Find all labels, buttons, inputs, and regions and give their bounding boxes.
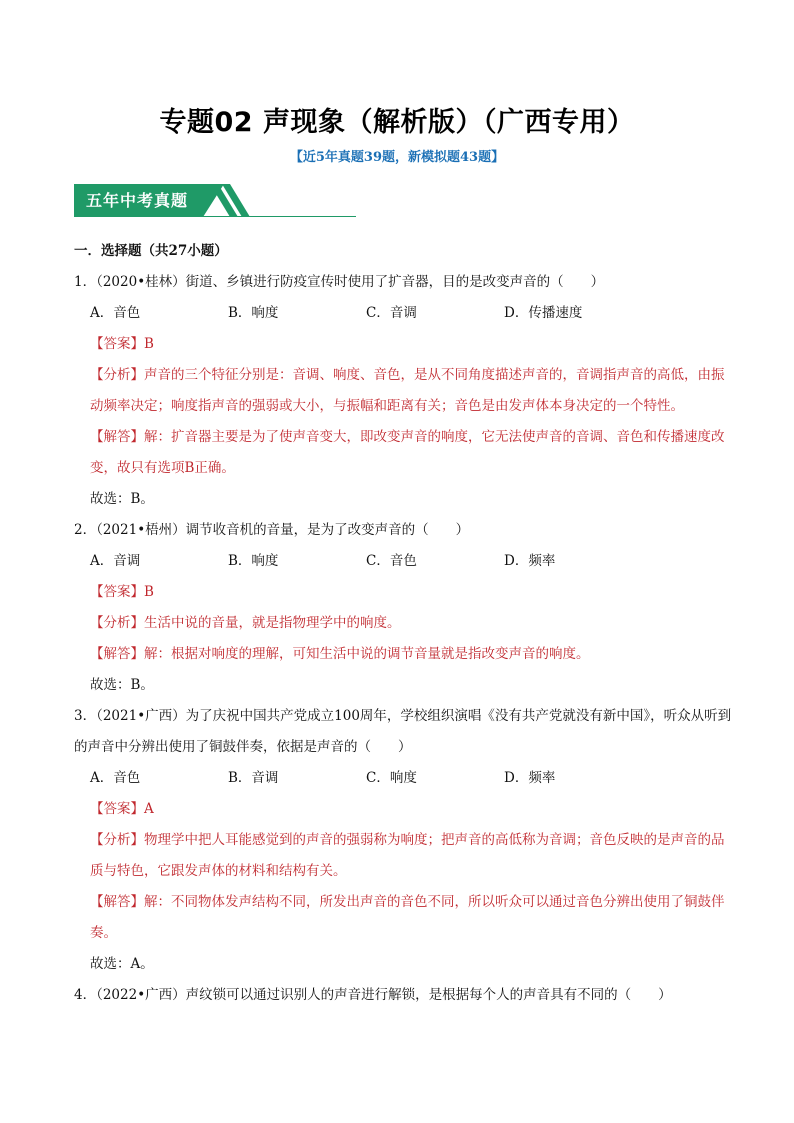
question-stem: 3．（2021•广西）为了庆祝中国共产党成立100周年，学校组织演唱《没有共产党就没有新中国》，听众从听到的声音中分辨出使用了铜鼓伴奏，依据是声音的（ ） <box>74 708 732 755</box>
option-c: C．音调 <box>366 305 417 321</box>
option-c: C．音色 <box>366 553 417 569</box>
banner-stripes-icon <box>208 184 258 217</box>
solution-text: 【解答】解：不同物体发声结构不同，所发出声音的音色不同，所以听众可以通过音色分辨出使用了铜鼓伴奏。 <box>90 894 725 941</box>
option-d: D．频率 <box>504 553 556 569</box>
option-d: D．传播速度 <box>504 305 583 321</box>
conclusion-text: 故选：B。 <box>90 677 154 693</box>
banner-underline <box>74 216 356 217</box>
conclusion-text: 故选：B。 <box>90 491 154 507</box>
option-b: B．响度 <box>228 553 279 569</box>
document-title: 专题02 声现象（解析版）（广西专用） <box>159 107 635 138</box>
conclusion-text: 故选：A。 <box>90 956 154 972</box>
solution-text: 【解答】解：根据对响度的理解，可知生活中说的调节音量就是指改变声音的响度。 <box>90 646 590 662</box>
question-stem: 4．（2022•广西）声纹锁可以通过识别人的声音进行解锁，是根据每个人的声音具有不同的（ ） <box>74 987 672 1003</box>
option-a: A．音调 <box>90 553 141 569</box>
analysis-text: 【分析】声音的三个特征分别是：音调、响度、音色，是从不同角度描述声音的，音调指声音的高低，由振动频率决定；响度指声音的强弱或大小，与振幅和距离有关；音色是由发声体本身决定的一个特性。 <box>90 367 725 414</box>
document-subtitle: 【近5年真题39题，新模拟题43题】 <box>289 150 505 165</box>
answer-line: 【答案】A <box>90 801 154 817</box>
answer-options <box>74 763 734 794</box>
option-a: A．音色 <box>90 305 141 321</box>
section-heading: 一．选择题（共27小题） <box>74 243 228 259</box>
analysis-text: 【分析】物理学中把人耳能感觉到的声音的强弱称为响度；把声音的高低称为音调；音色反映的是声音的品质与特色，它跟发声体的材料和结构有关。 <box>90 832 725 879</box>
option-d: D．频率 <box>504 770 556 786</box>
question-3 <box>74 701 734 980</box>
question-content <box>74 236 734 1011</box>
answer-line: 【答案】B <box>90 336 154 352</box>
analysis-text: 【分析】生活中说的音量，就是指物理学中的响度。 <box>90 615 401 631</box>
banner-label: 五年中考真题 <box>86 191 189 210</box>
solution-text: 【解答】解：扩音器主要是为了使声音变大，即改变声音的响度，它无法使声音的音调、音色和传播速度改变，故只有选项B正确。 <box>90 429 725 476</box>
option-a: A．音色 <box>90 770 141 786</box>
section-banner <box>74 184 356 218</box>
option-b: B．响度 <box>228 305 279 321</box>
question-2 <box>74 515 734 701</box>
option-c: C．响度 <box>366 770 417 786</box>
question-stem: 2．（2021•梧州）调节收音机的音量，是为了改变声音的（ ） <box>74 522 470 538</box>
question-stem: 1．（2020•桂林）街道、乡镇进行防疫宣传时使用了扩音器，目的是改变声音的（ ） <box>74 274 605 290</box>
question-4 <box>74 980 734 1011</box>
answer-options <box>74 546 734 577</box>
answer-line: 【答案】B <box>90 584 154 600</box>
option-b: B．音调 <box>228 770 279 786</box>
answer-options <box>74 298 734 329</box>
question-1 <box>74 267 734 515</box>
